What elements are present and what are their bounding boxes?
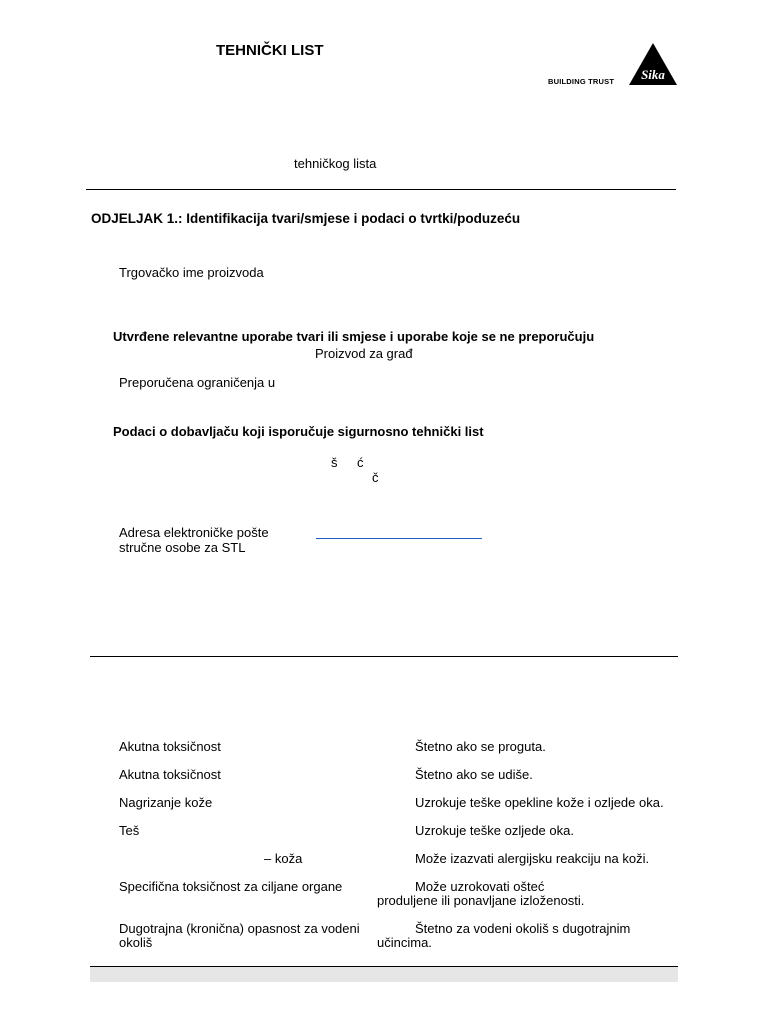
hazard-statement: Uzrokuje teške ozljede oka. xyxy=(415,823,574,838)
section1-heading: ODJELJAK 1.: Identifikacija tvari/smjese i podaci o tvrtki/poduzeću xyxy=(91,211,521,226)
hazard-label: – koža xyxy=(264,851,303,866)
email-label-line2: stručne osobe za STL xyxy=(119,540,246,555)
hazard-label-line2: okoliš xyxy=(119,935,153,950)
hazard-statement-line2: produljene ili ponavljane izloženosti. xyxy=(377,893,585,908)
sika-logo xyxy=(548,42,678,86)
hazard-statement: Može izazvati alergijsku reakciju na koži. xyxy=(415,851,650,866)
hazard-statement: Štetno ako se udiše. xyxy=(415,767,533,782)
subtitle-fragment: tehničkog lista xyxy=(294,156,377,171)
supplier-fragment-2: ć xyxy=(357,455,364,470)
section-divider xyxy=(90,656,678,657)
header-divider xyxy=(86,189,676,190)
email-label-line1: Adresa elektroničke pošte xyxy=(119,525,269,540)
document-title: TEHNIČKI LIST xyxy=(216,42,324,59)
hazard-statement: Može uzrokovati ošteć xyxy=(415,879,545,894)
supplier-fragment-3: č xyxy=(372,470,379,485)
supplier-heading: Podaci o dobavljaču koji isporučuje sigurnosno tehnički list xyxy=(113,424,484,439)
footer-bar xyxy=(90,966,678,982)
hazard-label: Akutna toksičnost xyxy=(119,767,221,782)
hazard-statement-line2: učincima. xyxy=(377,935,432,950)
trade-name-label: Trgovačko ime proizvoda xyxy=(119,265,264,280)
hazard-statement: Uzrokuje teške opekline kože i ozljede oka. xyxy=(415,795,664,810)
logo-tagline: BUILDING TRUST xyxy=(548,77,615,86)
hazard-statement: Štetno za vodeni okoliš s dugotrajnim xyxy=(415,921,631,936)
hazard-label: Akutna toksičnost xyxy=(119,739,221,754)
hazard-label: Teš xyxy=(119,823,140,838)
hazard-label: Specifična toksičnost za ciljane organe xyxy=(119,879,343,894)
hazard-statement: Štetno ako se proguta. xyxy=(415,739,546,754)
restrictions-label: Preporučena ograničenja u xyxy=(119,375,276,390)
hazard-label: Dugotrajna (kronična) opasnost za vodeni xyxy=(119,921,360,936)
hazard-label: Nagrizanje kože xyxy=(119,795,213,810)
uses-heading: Utvrđene relevantne uporabe tvari ili smjese i uporabe koje se ne preporučuju xyxy=(113,329,595,344)
supplier-fragment-1: š xyxy=(331,455,338,470)
uses-value: Proizvod za građ xyxy=(315,346,413,361)
email-link[interactable] xyxy=(316,538,482,539)
logo-brand: Sika xyxy=(641,67,665,82)
sika-triangle-icon xyxy=(628,42,678,86)
